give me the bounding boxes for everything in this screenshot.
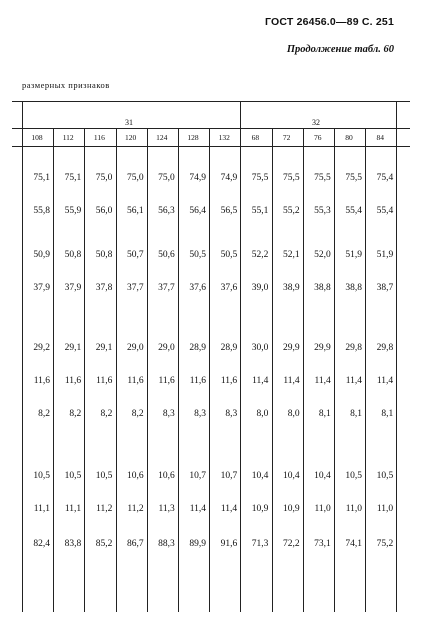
- table-cell: 10,4: [251, 471, 269, 481]
- table-cell: 56,3: [158, 206, 175, 216]
- table-cell: 29,8: [376, 343, 394, 353]
- table-cell: 11,3: [158, 504, 175, 514]
- table-cell: 28,9: [189, 343, 206, 353]
- table-cell: 85,2: [95, 539, 113, 549]
- column-header: 112: [62, 133, 74, 142]
- table-cell: 39,0: [251, 283, 269, 293]
- rule-group: [12, 128, 410, 129]
- table-cell: 11,6: [158, 376, 175, 386]
- table-cell: 28,9: [220, 343, 238, 353]
- table-cell: 55,2: [282, 206, 300, 216]
- table-cell: 89,9: [189, 539, 206, 549]
- table-cell: 8,0: [287, 409, 300, 419]
- column-header: 124: [156, 133, 168, 142]
- table-cell: 50,5: [189, 250, 206, 260]
- table-cell: 8,3: [162, 409, 175, 419]
- table-cell: 50,8: [64, 250, 82, 260]
- table-cell: 37,9: [33, 283, 50, 293]
- table-cell: 75,5: [282, 173, 300, 183]
- table-cell: 11,6: [127, 376, 144, 386]
- table-cell: 37,6: [220, 283, 238, 293]
- table-cell: 71,3: [251, 539, 269, 549]
- table-cell: 56,4: [189, 206, 206, 216]
- table-cell: 11,0: [314, 504, 331, 514]
- table-cell: 8,3: [225, 409, 238, 419]
- table-cell: 11,4: [283, 376, 300, 386]
- table-continuation-label: Продолжение табл. 60: [286, 44, 394, 55]
- table-cell: 8,2: [100, 409, 113, 419]
- table-cell: 56,0: [95, 206, 113, 216]
- table-cell: 56,1: [126, 206, 144, 216]
- table-cell: 38,9: [282, 283, 300, 293]
- table-cell: 75,4: [376, 173, 394, 183]
- table-cell: 8,2: [131, 409, 144, 419]
- table-cell: 55,9: [64, 206, 82, 216]
- table-cell: 75,1: [33, 173, 50, 183]
- table-cell: 50,8: [95, 250, 113, 260]
- table-cell: 52,0: [314, 250, 331, 260]
- standard-header: ГОСТ 26456.0—89 С. 251: [264, 16, 394, 28]
- table-cell: 8,0: [256, 409, 269, 419]
- table-cell: 37,7: [158, 283, 175, 293]
- table-cell: 10,5: [345, 471, 362, 481]
- table-cell: 74,9: [189, 173, 206, 183]
- table-cell: 29,1: [64, 343, 82, 353]
- table-cell: 10,4: [314, 471, 331, 481]
- table-cell: 8,1: [318, 409, 331, 419]
- table-cell: 50,9: [33, 250, 50, 260]
- table-cell: 55,8: [33, 206, 50, 216]
- table-cell: 75,5: [314, 173, 331, 183]
- table-cell: 50,5: [220, 250, 238, 260]
- table-cell: 37,7: [126, 283, 144, 293]
- table-cell: 29,9: [314, 343, 331, 353]
- table-cell: 11,6: [33, 376, 50, 386]
- table-cell: 75,2: [376, 539, 394, 549]
- group-label-31: 31: [125, 118, 133, 127]
- table-cell: 11,4: [376, 376, 394, 386]
- table-cell: 10,5: [64, 471, 82, 481]
- column-header: 84: [376, 133, 384, 142]
- table-cell: 11,0: [345, 504, 362, 514]
- table-cell: 74,1: [345, 539, 362, 549]
- table-cell: 11,6: [64, 376, 82, 386]
- column-header: 120: [124, 133, 137, 142]
- table-cell: 8,2: [69, 409, 82, 419]
- table-cell: 38,8: [314, 283, 331, 293]
- table-cell: 38,7: [376, 283, 394, 293]
- rule-top: [12, 101, 410, 102]
- table-cell: 11,2: [127, 504, 144, 514]
- table-cell: 72,2: [282, 539, 300, 549]
- table-cell: 8,1: [381, 409, 394, 419]
- table-cell: 11,4: [220, 504, 238, 514]
- table-cell: 37,8: [95, 283, 113, 293]
- column-header: 108: [31, 133, 43, 142]
- table-cell: 74,9: [220, 173, 238, 183]
- table-cell: 10,9: [282, 504, 300, 514]
- table-cell: 11,0: [376, 504, 394, 514]
- table-cell: 30,0: [251, 343, 269, 353]
- table-cell: 75,0: [95, 173, 113, 183]
- table-cell: 91,6: [220, 539, 238, 549]
- table-cell: 29,8: [345, 343, 362, 353]
- table-cell: 11,4: [345, 376, 362, 386]
- table-cell: 52,1: [282, 250, 300, 260]
- table-cell: 10,4: [282, 471, 300, 481]
- table-cell: 55,1: [251, 206, 269, 216]
- table-cell: 10,5: [33, 471, 50, 481]
- table-cell: 51,9: [345, 250, 362, 260]
- table-cell: 55,3: [314, 206, 331, 216]
- table-cell: 11,1: [64, 504, 82, 514]
- table-cell: 10,9: [251, 504, 269, 514]
- table-cell: 10,5: [376, 471, 394, 481]
- column-header: 68: [251, 133, 260, 142]
- column-header: 80: [345, 133, 353, 142]
- subheading: размерных признаков: [22, 80, 110, 90]
- table-cell: 88,3: [158, 539, 175, 549]
- table-cell: 11,2: [96, 504, 113, 514]
- table-cell: 50,6: [158, 250, 175, 260]
- group-label-32: 32: [312, 118, 320, 127]
- table-cell: 29,0: [126, 343, 144, 353]
- rule-header-bottom: [12, 146, 410, 147]
- column-header: 72: [282, 133, 291, 142]
- table-cell: 56,5: [220, 206, 238, 216]
- table-cell: 29,2: [33, 343, 50, 353]
- table-cell: 11,4: [252, 376, 269, 386]
- table-cell: 29,0: [158, 343, 175, 353]
- table-cell: 29,1: [95, 343, 113, 353]
- table-cell: 37,9: [64, 283, 82, 293]
- column-header: 132: [218, 133, 230, 142]
- table-cell: 51,9: [376, 250, 394, 260]
- table-cell: 50,7: [126, 250, 144, 260]
- table-cell: 75,0: [126, 173, 144, 183]
- table-cell: 55,4: [345, 206, 362, 216]
- table-cell: 10,7: [220, 471, 238, 481]
- table-cell: 37,6: [189, 283, 206, 293]
- table-cell: 75,5: [251, 173, 269, 183]
- table-cell: 55,4: [376, 206, 394, 216]
- table-cell: 83,8: [64, 539, 82, 549]
- table-cell: 82,4: [33, 539, 50, 549]
- table-cell: 10,5: [95, 471, 113, 481]
- table-cell: 75,0: [158, 173, 175, 183]
- table-cell: 29,9: [282, 343, 300, 353]
- table-cell: 75,5: [345, 173, 362, 183]
- table-cell: 11,4: [189, 504, 206, 514]
- table-cell: 10,6: [126, 471, 144, 481]
- table-cell: 11,4: [314, 376, 331, 386]
- table-cell: 11,6: [220, 376, 238, 386]
- column-header: 76: [314, 133, 322, 142]
- table-cell: 86,7: [126, 539, 144, 549]
- table-cell: 11,6: [96, 376, 113, 386]
- table-cell: 8,3: [194, 409, 206, 419]
- column-rule: [396, 101, 397, 612]
- table-cell: 73,1: [314, 539, 331, 549]
- table-cell: 8,2: [38, 409, 50, 419]
- table-cell: 75,1: [64, 173, 82, 183]
- table-cell: 52,2: [251, 250, 269, 260]
- table-cell: 10,6: [158, 471, 175, 481]
- table-cell: 10,7: [189, 471, 206, 481]
- table-cell: 8,1: [350, 409, 362, 419]
- table-cell: 11,1: [33, 504, 50, 514]
- table-cell: 11,6: [189, 376, 206, 386]
- column-header: 116: [93, 133, 105, 142]
- table-cell: 38,8: [345, 283, 362, 293]
- column-header: 128: [187, 133, 199, 142]
